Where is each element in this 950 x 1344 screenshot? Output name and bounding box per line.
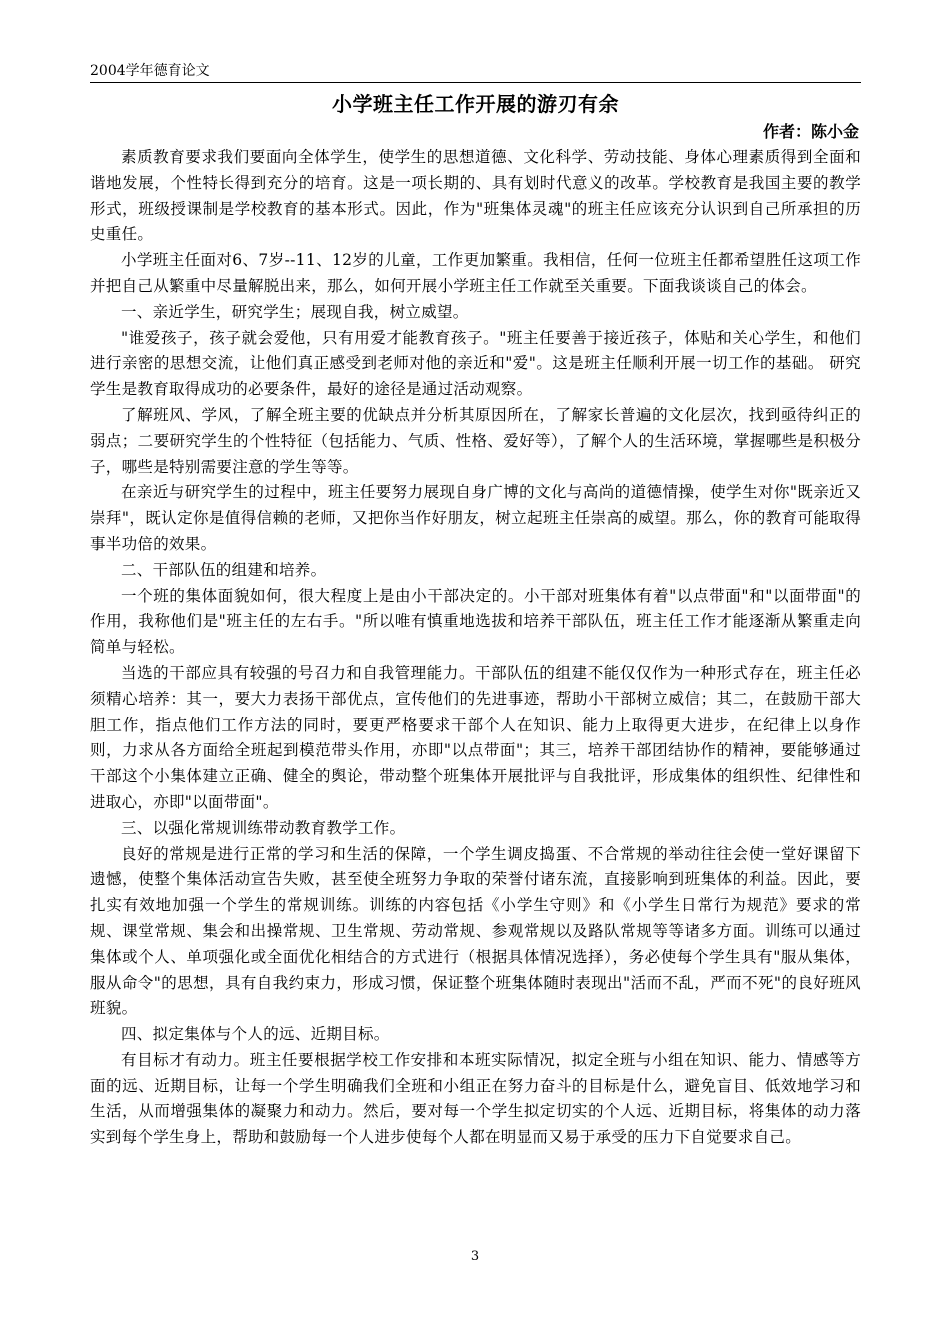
paragraph: 一个班的集体面貌如何，很大程度上是由小干部决定的。小干部对班集体有着"以点带面"和"以面带面"的作用，我称他们是"班主任的左右手。"所以唯有慎重地选拔和培养干部队伍，班主任工作才能逐渐从繁重走向简单与轻松。 — [90, 586, 861, 657]
paragraph: 在亲近与研究学生的过程中，班主任要努力展现自身广博的文化与高尚的道德情操，使学生对你"既亲近又崇拜"，既认定你是值得信赖的老师，又把你当作好朋友，树立起班主任崇高的威望。那么，你的教育可能取得事半功倍的效果。 — [90, 483, 861, 553]
section-heading-4: 四、拟定集体与个人的远、近期目标。 — [121, 1025, 390, 1044]
paragraph: "谁爱孩子，孩子就会爱他，只有用爱才能教育孩子。"班主任要善于接近孩子，体贴和关心学生，和他们进行亲密的思想交流，让他们真正感受到老师对他的亲近和"爱"。这是班主任顺利开展一切工作的基础。 研究学生是教育取得成功的必要条件，最好的途径是通过活动观察。 — [90, 328, 861, 399]
paragraph: 了解班风、学风，了解全班主要的优缺点并分析其原因所在，了解家长普遍的文化层次，找到亟待纠正的弱点；二要研究学生的个性特征（包括能力、气质、性格、爱好等），了解个人的生活环境，掌握哪些是积极分子，哪些是特别需要注意的学生等等。 — [90, 405, 861, 476]
author-line: 作者：陈小金 — [762, 122, 859, 141]
document-page — [90, 60, 861, 1151]
paragraph: 小学班主任面对6、7岁--11、12岁的儿童，工作更加繁重。我相信，任何一位班主任都希望胜任这项工作并把自己从繁重中尽量解脱出来，那么，如何开展小学班主任工作就至关重要。下面我谈谈自己的体会。 — [90, 251, 861, 295]
document-title: 小学班主任工作开展的游刃有余 — [332, 92, 619, 116]
paragraph-intro: 素质教育要求我们要面向全体学生，使学生的思想道德、文化科学、劳动技能、身体心理素质得到全面和谐地发展，个性特长得到充分的培育。这是一项长期的、具有划时代意义的改革。学校教育是我国主要的教学形式，班级授课制是学校教育的基本形式。因此，作为"班集体灵魂"的班主任应该充分认识到自己所承担的历史重任。 — [90, 148, 861, 244]
running-header: 2004学年德育论文 — [90, 60, 861, 83]
section-heading-3: 三、以强化常规训练带动教育教学工作。 — [121, 818, 406, 837]
paragraph: 良好的常规是进行正常的学习和生活的保障，一个学生调皮捣蛋、不合常规的举动往往会使一堂好课留下遗憾，使整个集体活动宣告失败，甚至使全班努力争取的荣誉付诸东流，直接影响到班集体的利益。因此，要扎实有效地加强一个学生的常规训练。训练的内容包括《小学生守则》和《小学生日常行为规范》要求的常规、课堂常规、集会和出操常规、卫生常规、劳动常规、参观常规以及路队常规等等诸多方面。训练可以通过集体或个人、单项强化或全面优化相结合的方式进行（根据具体情况选择），务必使每个学生具有"服从集体，服从命令"的思想，具有自我约束力，形成习惯，保证整个班集体随时表现出"活而不乱，严而不死"的良好班风班貌。 — [90, 844, 861, 1018]
paragraph: 有目标才有动力。班主任要根据学校工作安排和本班实际情况，拟定全班与小组在知识、能力、情感等方面的远、近期目标，让每一个学生明确我们全班和小组正在努力奋斗的目标是什么，避免盲目、低效地学习和生活，从而增强集体的凝聚力和动力。然后，要对每一个学生拟定切实的个人远、近期目标，将集体的动力落实到每个学生身上，帮助和鼓励每一个人进步使每个人都在明显而又易于承受的压力下自觉要求自己。 — [90, 1050, 861, 1147]
section-heading-2: 二、干部队伍的组建和培养。 — [121, 560, 327, 579]
paragraph: 当选的干部应具有较强的号召力和自我管理能力。干部队伍的组建不能仅仅作为一种形式存在，班主任必须精心培养：其一，要大力表扬干部优点，宣传他们的先进事迹，帮助小干部树立威信；其二，在鼓励干部大胆工作，指点他们工作方法的同时，要更严格要求干部个人在知识、能力上取得更大进步，在纪律上以身作则，力求从各方面给全班起到模范带头作用，亦即"以点带面"；其三，培养干部团结协作的精神，要能够通过干部这个小集体建立正确、健全的舆论，带动整个班集体开展批评与自我批评，形成集体的组织性、纪律性和进取心，亦即"以面带面"。 — [90, 663, 861, 811]
section-heading-1: 一、亲近学生，研究学生；展现自我，树立威望。 — [121, 302, 469, 321]
article-body — [90, 145, 861, 1151]
page-number: 3 — [470, 1249, 480, 1264]
